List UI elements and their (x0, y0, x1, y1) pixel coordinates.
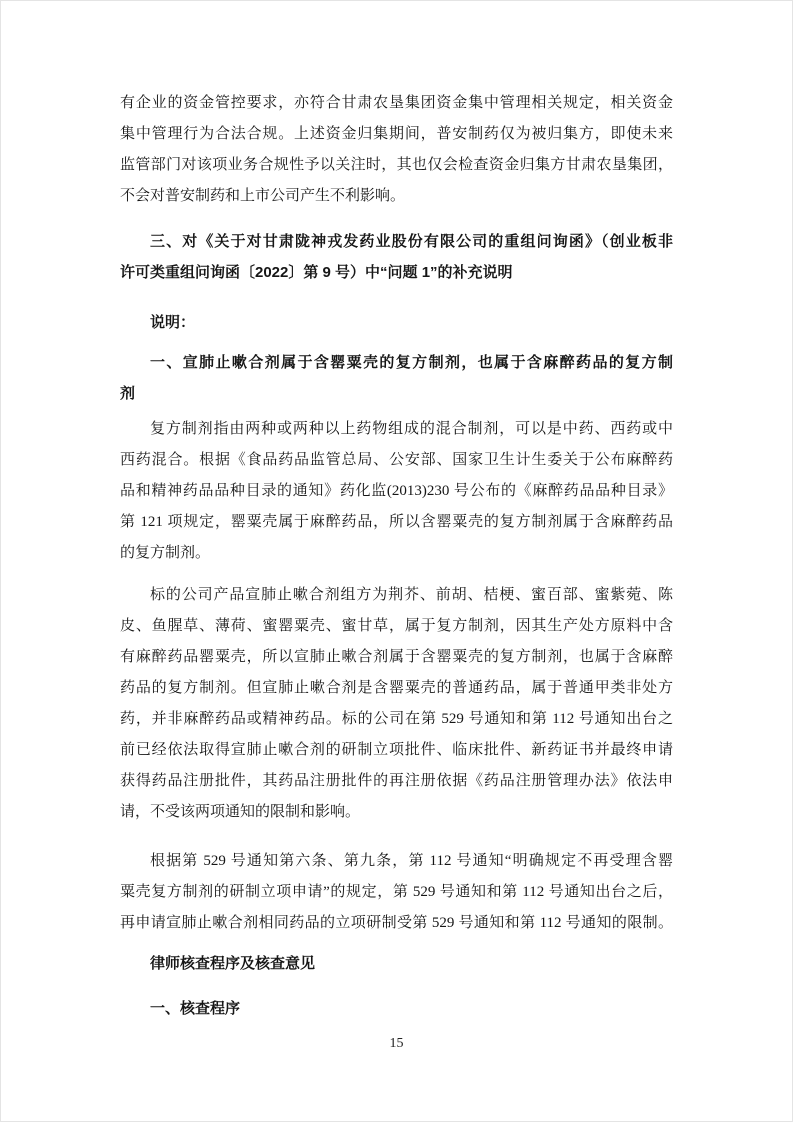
heading-shuoming (120, 307, 673, 338)
heading-line: 一、宣肺止嗽合剂属于含罂粟壳的复方制剂，也属于含麻醉药品的复方制 (150, 354, 673, 371)
text-line: 再申请宣肺止嗽合剂相同药品的立项研制受第 529 号通知和第 112 号通知的限制。 (120, 915, 673, 931)
text-line: 请，不受该两项通知的限制和影响。 (120, 804, 361, 820)
heading-verification-procedure (120, 993, 673, 1024)
text-line: 粟壳复方制剂的研制立项申请”的规定，第 529 号通知和第 112 号通知出台之后， (120, 884, 673, 900)
text-line: 西药混合。根据《食品药品监管总局、公安部、国家卫生计生委关于公布麻醉药 (120, 452, 673, 468)
text-line: 监管部门对该项业务合规性予以关注时，其也仅会检查资金归集方甘肃农垦集团， (120, 157, 673, 173)
heading-lawyer-verification (120, 948, 673, 979)
text-line: 药，并非麻醉药品或精神药品。标的公司在第 529 号通知和第 112 号通知出台之 (120, 711, 673, 727)
heading-line: 说明： (150, 314, 196, 331)
text-line: 根据第 529 号通知第六条、第九条，第 112 号通知“明确规定不再受理含罂 (150, 853, 673, 869)
text-line: 有企业的资金管控要求，亦符合甘肃农垦集团资金集中管理相关规定，相关资金 (120, 95, 673, 111)
heading-sub-one (120, 347, 673, 409)
text-line: 获得药品注册批件，其药品注册批件的再注册依据《药品注册管理办法》依法申 (120, 773, 673, 789)
text-line: 复方制剂指由两种或两种以上药物组成的混合制剂，可以是中药、西药或中 (150, 421, 673, 437)
para-fund-management (120, 88, 673, 212)
text-line: 集中管理行为合法合规。上述资金归集期间，普安制药仅为被归集方，即使未来 (120, 126, 673, 142)
text-line: 药品的复方制剂。但宣肺止嗽合剂是含罂粟壳的普通药品，属于普通甲类非处方 (120, 680, 673, 696)
text-line: 不会对普安制药和上市公司产生不利影响。 (120, 188, 406, 204)
para-notice-529-112 (120, 846, 673, 939)
heading-line: 许可类重组问询函〔2022〕第 9 号）中“问题 1”的补充说明 (120, 264, 513, 281)
document-content (120, 88, 673, 1059)
heading-line: 剂 (120, 385, 136, 402)
heading-line: 一、核查程序 (150, 1000, 241, 1017)
text-line: 第 121 项规定，罂粟壳属于麻醉药品，所以含罂粟壳的复方制剂属于含麻醉药品 (120, 514, 673, 530)
text-line: 品和精神药品品种目录的通知》药化监(2013)230 号公布的《麻醉药品品种目录》 (120, 483, 673, 499)
heading-line: 三、对《关于对甘肃陇神戎发药业股份有限公司的重组问询函》（创业板非 (150, 233, 673, 250)
text-line: 的复方制剂。 (120, 545, 211, 561)
text-line: 标的公司产品宣肺止嗽合剂组方为荆芥、前胡、桔梗、蜜百部、蜜紫菀、陈 (150, 587, 673, 603)
text-line: 皮、鱼腥草、薄荷、蜜罂粟壳、蜜甘草，属于复方制剂，因其生产处方原料中含 (120, 618, 673, 634)
heading-line: 律师核查程序及核查意见 (150, 955, 316, 972)
text-line: 有麻醉药品罂粟壳，所以宣肺止嗽合剂属于含罂粟壳的复方制剂，也属于含麻醉 (120, 649, 673, 665)
page-number: 15 (389, 1036, 404, 1051)
heading-section-three (120, 226, 673, 288)
text-line: 前已经依法取得宣肺止嗽合剂的研制立项批件、临床批件、新药证书并最终申请 (120, 742, 673, 758)
para-product-formula (120, 580, 673, 828)
para-compound-preparation (120, 414, 673, 569)
